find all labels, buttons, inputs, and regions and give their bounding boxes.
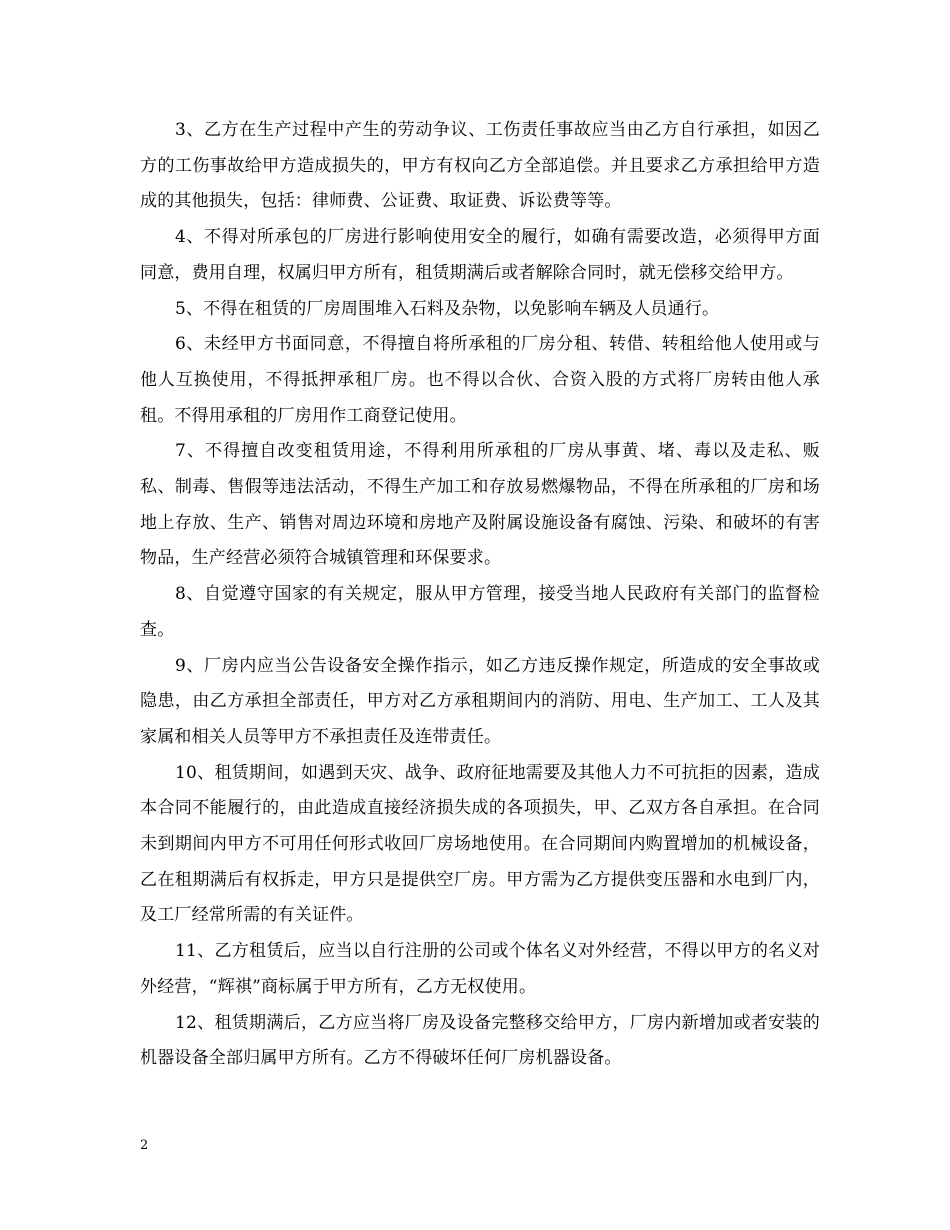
clause-3: 3、乙方在生产过程中产生的劳动争议、工伤责任事故应当由乙方自行承担，如因乙方的工伤事故给甲方造成损失的，甲方有权向乙方全部追偿。并且要求乙方承担给甲方造成的其他损失，包括：律师费、公证费、取证费、诉讼费等等。: [140, 120, 820, 212]
clause-6: 6、未经甲方书面同意，不得擅自将所承租的厂房分租、转借、转租给他人使用或与他人互换使用，不得抵押承租厂房。也不得以合伙、合资入股的方式将厂房转由他人承租。不得用承租的厂房用作工商登记使用。: [140, 334, 820, 426]
contract-body: [140, 113, 820, 1077]
clause-5: 5、不得在租赁的厂房周围堆入石料及杂物，以免影响车辆及人员通行。: [175, 298, 720, 319]
page-number: 2: [140, 1138, 149, 1153]
clause-4: 4、不得对所承包的厂房进行影响使用安全的履行，如确有需要改造，必须得甲方面同意，费用自理，权属归甲方所有，租赁期满后或者解除合同时，就无偿移交给甲方。: [140, 227, 820, 283]
clause-8: 8、自觉遵守国家的有关规定，服从甲方管理，接受当地人民政府有关部门的监督检查。: [140, 584, 820, 640]
clause-11: 11、乙方租赁后，应当以自行注册的公司或个体名义对外经营，不得以甲方的名义对外经营，“辉祺”商标属于甲方所有，乙方无权使用。: [140, 941, 820, 997]
clause-7: 7、不得擅自改变租赁用途，不得利用所承租的厂房从事黄、堵、毒以及走私、贩私、制毒、售假等违法活动，不得生产加工和存放易燃爆物品，不得在所承租的厂房和场地上存放、生产、销售对周边环境和房地产及附属设施设备有腐蚀、污染、和破坏的有害物品，生产经营必须符合城镇管理和环保要求。: [140, 441, 820, 569]
clause-10: 10、租赁期间，如遇到天灾、战争、政府征地需要及其他人力不可抗拒的因素，造成本合同不能履行的，由此造成直接经济损失成的各项损失，甲、乙双方各自承担。在合同未到期间内甲方不可用任何形式收回厂房场地使用。在合同期间内购置增加的机械设备，乙在租期满后有权拆走，甲方只是提供空厂房。甲方需为乙方提供变压器和水电到厂内，及工厂经常所需的有关证件。: [140, 762, 820, 926]
clause-12: 12、租赁期满后，乙方应当将厂房及设备完整移交给甲方，厂房内新增加或者安装的机器设备全部归属甲方所有。乙方不得破坏任何厂房机器设备。: [140, 1012, 820, 1069]
clause-9: 9、厂房内应当公告设备安全操作指示，如乙方违反操作规定，所造成的安全事故或隐患，由乙方承担全部责任，甲方对乙方承租期间内的消防、用电、生产加工、工人及其家属和相关人员等甲方不承担责任及连带责任。: [140, 655, 820, 747]
